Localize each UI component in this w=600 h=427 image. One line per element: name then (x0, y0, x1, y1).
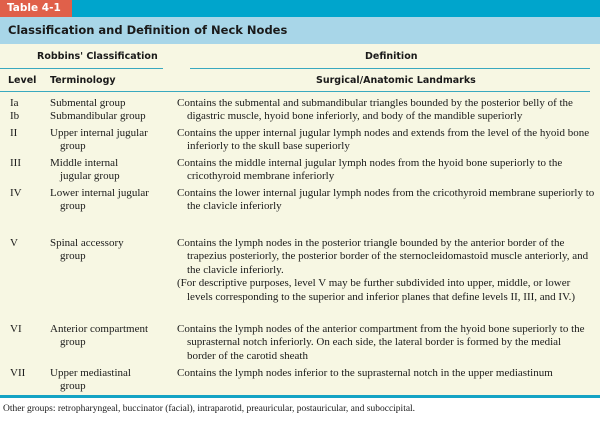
table-row-terminology (50, 97, 175, 124)
definition-text: Contains the upper internal jugular lymph nodes and extends from the level of the hyoid bone inferiorly to the skull base superiorly (177, 127, 590, 153)
definition-cell (177, 187, 597, 214)
terminology-text: Spinal accessory group (50, 237, 124, 263)
definition-cell (177, 323, 592, 363)
header-rule-left (0, 68, 163, 69)
terminology-cell: Submental group (50, 97, 126, 109)
definition-text: Contains the lymph nodes inferior to the suprasternal notch in the upper mediastinum (177, 367, 553, 379)
definition-cell (177, 237, 592, 304)
header-terminology: Terminology (50, 75, 116, 86)
definition-cell (177, 157, 597, 184)
definition-cell: Contains the submental and submandibular triangles bounded by the posterior belly of the digastric muscle, hyoid bone inferiorly, and body of the mandible superiorly (177, 97, 573, 123)
terminology-text: Anterior compartment group (50, 323, 149, 349)
table-row-definition (177, 97, 597, 124)
definition-text: Contains the lymph nodes of the anterior compartment from the hyoid bone superiorly to the suprasternal notch inferiorly. On each side, the lateral border is formed by the medial border of the carotid sheath (177, 323, 585, 362)
footnote: Other groups: retropharyngeal, buccinator (facial), intraparotid, preauricular, postauricular, and suboccipital. (3, 404, 416, 414)
table-number-tag: Table 4-1 (0, 0, 72, 17)
header-definition: Definition (365, 51, 418, 62)
level-cell: IV (10, 187, 22, 199)
table-title: Classification and Definition of Neck Nodes (8, 23, 288, 37)
definition-cell (177, 367, 557, 380)
terminology-text: Middle internal jugular group (50, 157, 120, 183)
header-level: Level (8, 75, 37, 86)
definition-text: Contains the lymph nodes in the posterior triangle bounded by the anterior border of the trapezius posteriorly, the posterior border of the sternocleidomastoid muscle anteriorly, and the clavicle inferiorly. (177, 237, 589, 276)
level-cell: V (10, 237, 18, 249)
definition-text: Contains the lower internal jugular lymph nodes from the cricothyroid membrane superiorly to the clavicle inferiorly (177, 187, 595, 213)
header-landmarks: Surgical/Anatomic Landmarks (316, 75, 476, 86)
level-cell: Ia (10, 97, 19, 109)
terminology-text: Upper mediastinal group (50, 367, 131, 393)
level-cell: VII (10, 367, 26, 379)
title-bar (0, 17, 600, 44)
header-rule-right (190, 68, 590, 69)
terminology-cell (50, 237, 145, 264)
definition-cell (177, 127, 597, 154)
terminology-cell (50, 367, 150, 394)
terminology-cell (50, 187, 170, 214)
level-cell: II (10, 127, 18, 139)
definition-text: (For descriptive purposes, level V may be further subdivided into upper, middle, or lower levels corresponding to the superior and inferior planes that define levels II, III, and IV.) (177, 277, 576, 303)
top-bar (0, 0, 600, 17)
terminology-cell: Submandibular group (50, 110, 146, 123)
definition-text: Contains the middle internal jugular lymph nodes from the hyoid bone superiorly to the cricothyroid membrane inferiorly (177, 157, 563, 183)
bottom-rule (0, 395, 600, 398)
table-row-level (10, 97, 19, 124)
level-cell: Ib (10, 110, 20, 123)
terminology-cell (50, 157, 145, 184)
level-cell: III (10, 157, 21, 169)
header-rule-bottom (0, 91, 590, 92)
terminology-text: Lower internal jugular group (50, 187, 149, 213)
level-cell: VI (10, 323, 22, 335)
header-robbins-classification: Robbins' Classification (37, 51, 158, 62)
terminology-cell (50, 127, 170, 154)
terminology-text: Upper internal jugular group (50, 127, 148, 153)
terminology-cell (50, 323, 175, 350)
